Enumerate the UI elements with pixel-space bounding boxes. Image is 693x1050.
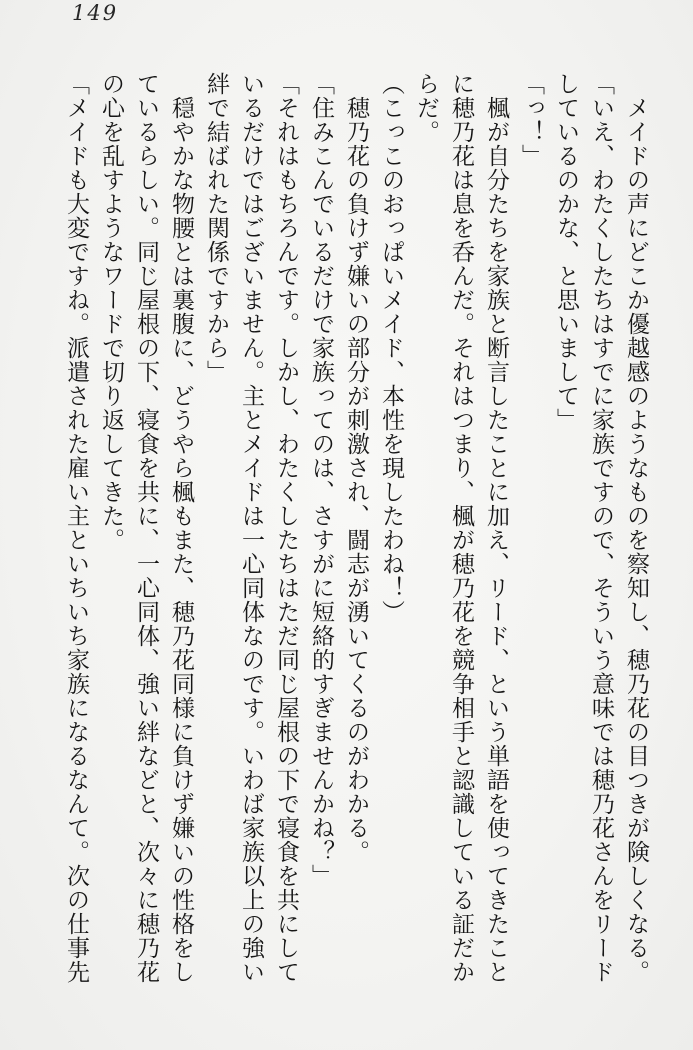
text-column: 穏やかな物腰とは裏腹に、どうやら楓もまた、穂乃花同様に負けず嫌いの性格をし xyxy=(168,72,194,984)
page-number: 149 xyxy=(72,1,119,25)
text-column: の心を乱すようなワードで切り返してきた。 xyxy=(98,72,124,552)
text-column: 穂乃花の負けず嫌いの部分が刺激され、闘志が湧いてくるのがわかる。 xyxy=(343,72,369,864)
text-column: （こっこのおっぱいメイド、本性を現したわね！） xyxy=(378,72,404,624)
text-column: メイドの声にどこか優越感のようなものを察知し、穂乃花の目つきが険しくなる。 xyxy=(623,72,649,984)
text-column: 楓が自分たちを家族と断言したことに加え、リード、という単語を使ってきたこと xyxy=(483,72,509,984)
text-column: 「住みこんでいるだけで家族ってのは、さすがに短絡的すぎませんかね？」 xyxy=(308,72,334,888)
text-column: らだ。 xyxy=(413,72,439,144)
page-text-area xyxy=(58,72,653,1017)
text-column: に穂乃花は息を呑んだ。それはつまり、楓が穂乃花を競争相手と認識している証だか xyxy=(448,72,474,984)
text-column: 「メイドも大変ですね。派遣された雇い主といちいち家族になるなんて。次の仕事先 xyxy=(63,72,89,984)
text-column: ているらしい。同じ屋根の下、寝食を共に、一心同体、強い絆などと、次々に穂乃花 xyxy=(133,72,159,984)
text-column: 「っ！」 xyxy=(518,72,544,168)
text-column: 「いえ、わたくしたちはすでに家族ですので、そういう意味では穂乃花さんをリード xyxy=(588,72,614,984)
text-column: いるだけではございません。主とメイドは一心同体なのです。いわば家族以上の強い xyxy=(238,72,264,984)
text-column: 「それはもちろんです。しかし、わたくしたちはただ同じ屋根の下で寝食を共にして xyxy=(273,72,299,984)
text-column: 絆で結ばれた関係ですから」 xyxy=(203,72,229,384)
text-column: しているのかな、と思いまして」 xyxy=(553,72,579,432)
